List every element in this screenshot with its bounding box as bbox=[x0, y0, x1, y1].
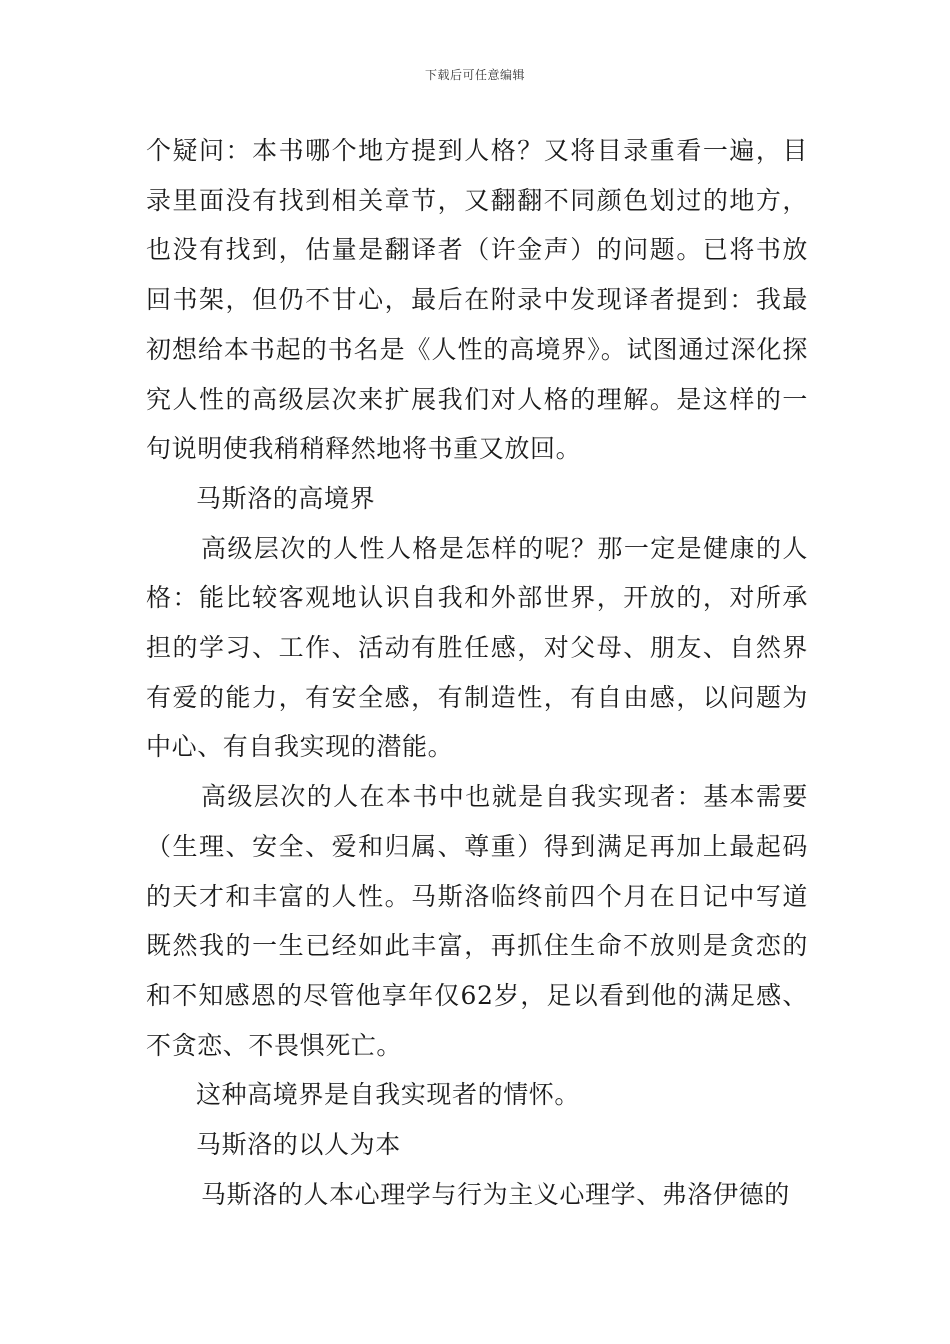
paragraph-realm-summary: 这种高境界是自我实现者的情怀。 bbox=[196, 1080, 581, 1110]
paragraph-healthy-personality: 高级层次的人性人格是怎样的呢？那一定是健康的人格：能比较客观地认识自我和外部世界，开放的，对所承担的学习、工作、活动有胜任感，对父母、朋友、自然界有爱的能力，有安全感，有制造性，有自由感，以问题为中心、有自我实现的潜能。 bbox=[146, 533, 808, 762]
paragraph-continuation: 个疑问：本书哪个地方提到人格？又将目录重看一遍，目录里面没有找到相关章节，又翻翻不同颜色划过的地方，也没有找到，估量是翻译者（许金声）的问题。已将书放回书架，但仍不甘心，最后在附录中发现译者提到：我最初想给本书起的书名是《人性的高境界》。试图通过深化探究人性的高级层次来扩展我们对人格的理解。是这样的一句说明使我稍稍释然地将书重又放回。 bbox=[146, 136, 808, 464]
section-heading-high-realm: 马斯洛的高境界 bbox=[196, 483, 376, 513]
paragraph-humanistic-psychology: 马斯洛的人本心理学与行为主义心理学、弗洛伊德的 bbox=[201, 1179, 790, 1209]
page-header: 下载后可任意编辑 bbox=[424, 68, 525, 82]
document-body bbox=[146, 126, 808, 1219]
section-heading-humanism: 马斯洛的以人为本 bbox=[196, 1130, 401, 1160]
paragraph-self-actualizers: 高级层次的人在本书中也就是自我实现者：基本需要（生理、安全、爱和归属、尊重）得到满足再加上最起码的天才和丰富的人性。马斯洛临终前四个月在日记中写道既然我的一生已经如此丰富，再抓住生命不放则是贪恋的和不知感恩的尽管他享年仅62岁，足以看到他的满足感、不贪恋、不畏惧死亡。 bbox=[146, 782, 808, 1060]
